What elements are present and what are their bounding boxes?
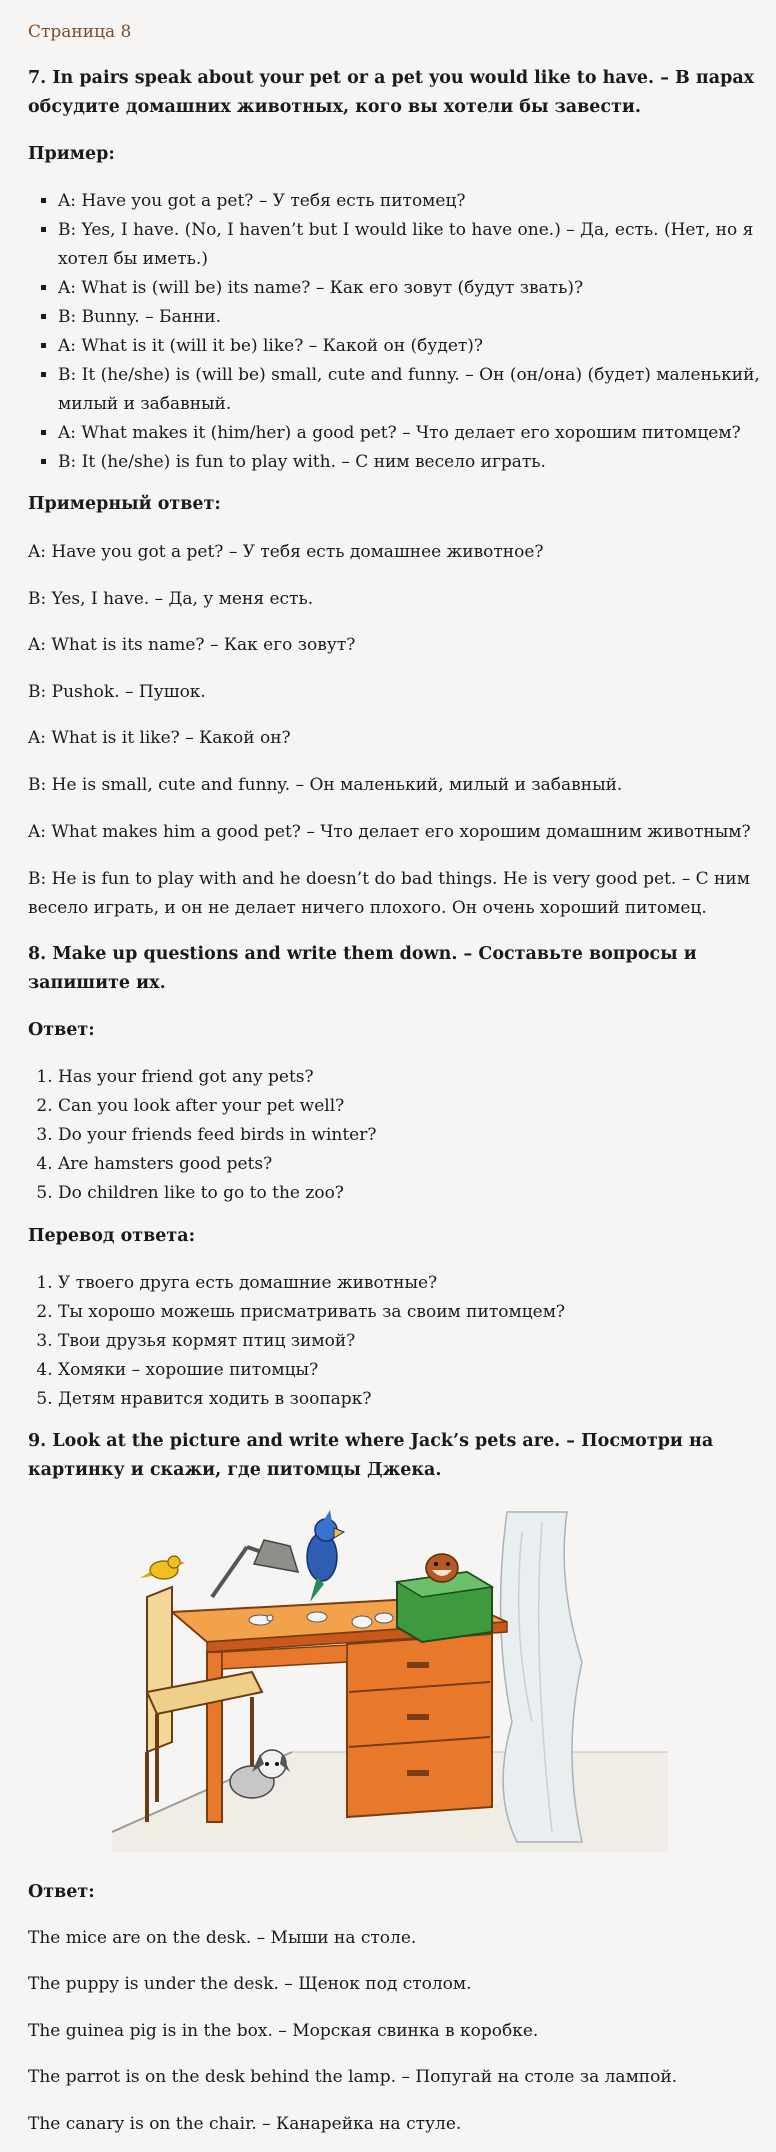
list-item: ▪ B: Yes, I have. (No, I haven’t but I would like to have one.) – Да, есть. (Нет, но я хотел бы иметь.) bbox=[58, 216, 776, 274]
answer-line: B: He is small, cute and funny. – Он маленький, милый и забавный. bbox=[28, 775, 623, 795]
exercise-9-heading: 9. Look at the picture and write where Jack’s pets are. – Посмотри на картинку и скажи, где питомцы Джека. bbox=[28, 1431, 714, 1480]
answer-line: A: Have you got a pet? – У тебя есть домашнее животное? bbox=[28, 542, 544, 562]
answer-line: B: Yes, I have. – Да, у меня есть. bbox=[28, 589, 314, 609]
desk-drawers bbox=[347, 1634, 492, 1817]
translation-label: Перевод ответа: bbox=[28, 1226, 196, 1246]
answer-label: Ответ: bbox=[28, 1882, 95, 1902]
list-item: 5. Do children like to go to the zoo? bbox=[58, 1179, 776, 1208]
curtain bbox=[501, 1512, 582, 1842]
guinea-pig bbox=[426, 1554, 458, 1582]
answer-line: The puppy is under the desk. – Щенок под столом. bbox=[28, 1974, 472, 1994]
list-item: ▪ A: Have you got a pet? – У тебя есть питомец? bbox=[58, 187, 776, 216]
answer-line: B: Pushok. – Пушок. bbox=[28, 682, 206, 702]
lamp-arm bbox=[212, 1547, 247, 1597]
chair-back bbox=[147, 1587, 172, 1752]
mouse bbox=[352, 1616, 372, 1628]
desk-pets-illustration bbox=[112, 1502, 668, 1852]
mouse bbox=[307, 1612, 327, 1622]
sample-answer-label: Примерный ответ: bbox=[28, 494, 221, 514]
exercise-8-heading: 8. Make up questions and write them down. – Составьте вопросы и запишите их. bbox=[28, 944, 697, 993]
list-item: ▪ B: It (he/she) is fun to play with. – С ним весело играть. bbox=[58, 448, 776, 477]
list-item: 1. У твоего друга есть домашние животные? bbox=[58, 1269, 776, 1298]
list-item: ▪ B: Bunny. – Банни. bbox=[58, 303, 776, 332]
exercise-7-heading: 7. In pairs speak about your pet or a pet you would like to have. – В парах обсудите домашних животных, кого вы хотели бы завести. bbox=[28, 68, 755, 117]
questions-list bbox=[28, 1063, 776, 1208]
example-dialogue-list bbox=[28, 187, 776, 477]
list-item: 2. Ты хорошо можешь присматривать за своим питомцем? bbox=[58, 1298, 776, 1327]
answer-line: A: What makes him a good pet? – Что делает его хорошим домашним животным? bbox=[28, 822, 751, 842]
list-item: 4. Are hamsters good pets? bbox=[58, 1150, 776, 1179]
list-item: 3. Твои друзья кормят птиц зимой? bbox=[58, 1327, 776, 1356]
list-item: ▪ A: What is it (will it be) like? – Какой он (будет)? bbox=[58, 332, 776, 361]
translation-list bbox=[28, 1269, 776, 1414]
list-item: 1. Has your friend got any pets? bbox=[58, 1063, 776, 1092]
list-item: ▪ B: It (he/she) is (will be) small, cute and funny. – Он (он/она) (будет) маленький, милый и забавный. bbox=[58, 361, 776, 419]
list-item: ▪ A: What makes it (him/her) a good pet? – Что делает его хорошим питомцем? bbox=[58, 419, 776, 448]
list-item: 5. Детям нравится ходить в зоопарк? bbox=[58, 1385, 776, 1414]
answer-label: Ответ: bbox=[28, 1020, 95, 1040]
lamp-shade bbox=[254, 1540, 298, 1572]
answer-line: The guinea pig is in the box. – Морская свинка в коробке. bbox=[28, 2021, 539, 2041]
answer-line: The mice are on the desk. – Мыши на столе. bbox=[28, 1928, 417, 1948]
list-item: 4. Хомяки – хорошие питомцы? bbox=[58, 1356, 776, 1385]
answer-line: A: What is it like? – Какой он? bbox=[28, 728, 291, 748]
answer-line: The parrot is on the desk behind the lamp. – Попугай на столе за лампой. bbox=[28, 2067, 678, 2087]
answer-line: A: What is its name? – Как его зовут? bbox=[28, 635, 356, 655]
list-item: 3. Do your friends feed birds in winter? bbox=[58, 1121, 776, 1150]
list-item: ▪ A: What is (will be) its name? – Как его зовут (будут звать)? bbox=[58, 274, 776, 303]
example-label: Пример: bbox=[28, 144, 115, 164]
breadcrumb[interactable]: Страница 8 bbox=[28, 22, 132, 42]
answer-line: The canary is on the chair. – Канарейка на стуле. bbox=[28, 2114, 462, 2134]
answer-line: B: He is fun to play with and he doesn’t do bad things. He is very good pet. – С ним весело играть, и он не делает ничего плохого. Он очень хороший питомец. bbox=[28, 869, 750, 918]
list-item: 2. Can you look after your pet well? bbox=[58, 1092, 776, 1121]
mouse bbox=[375, 1613, 393, 1623]
